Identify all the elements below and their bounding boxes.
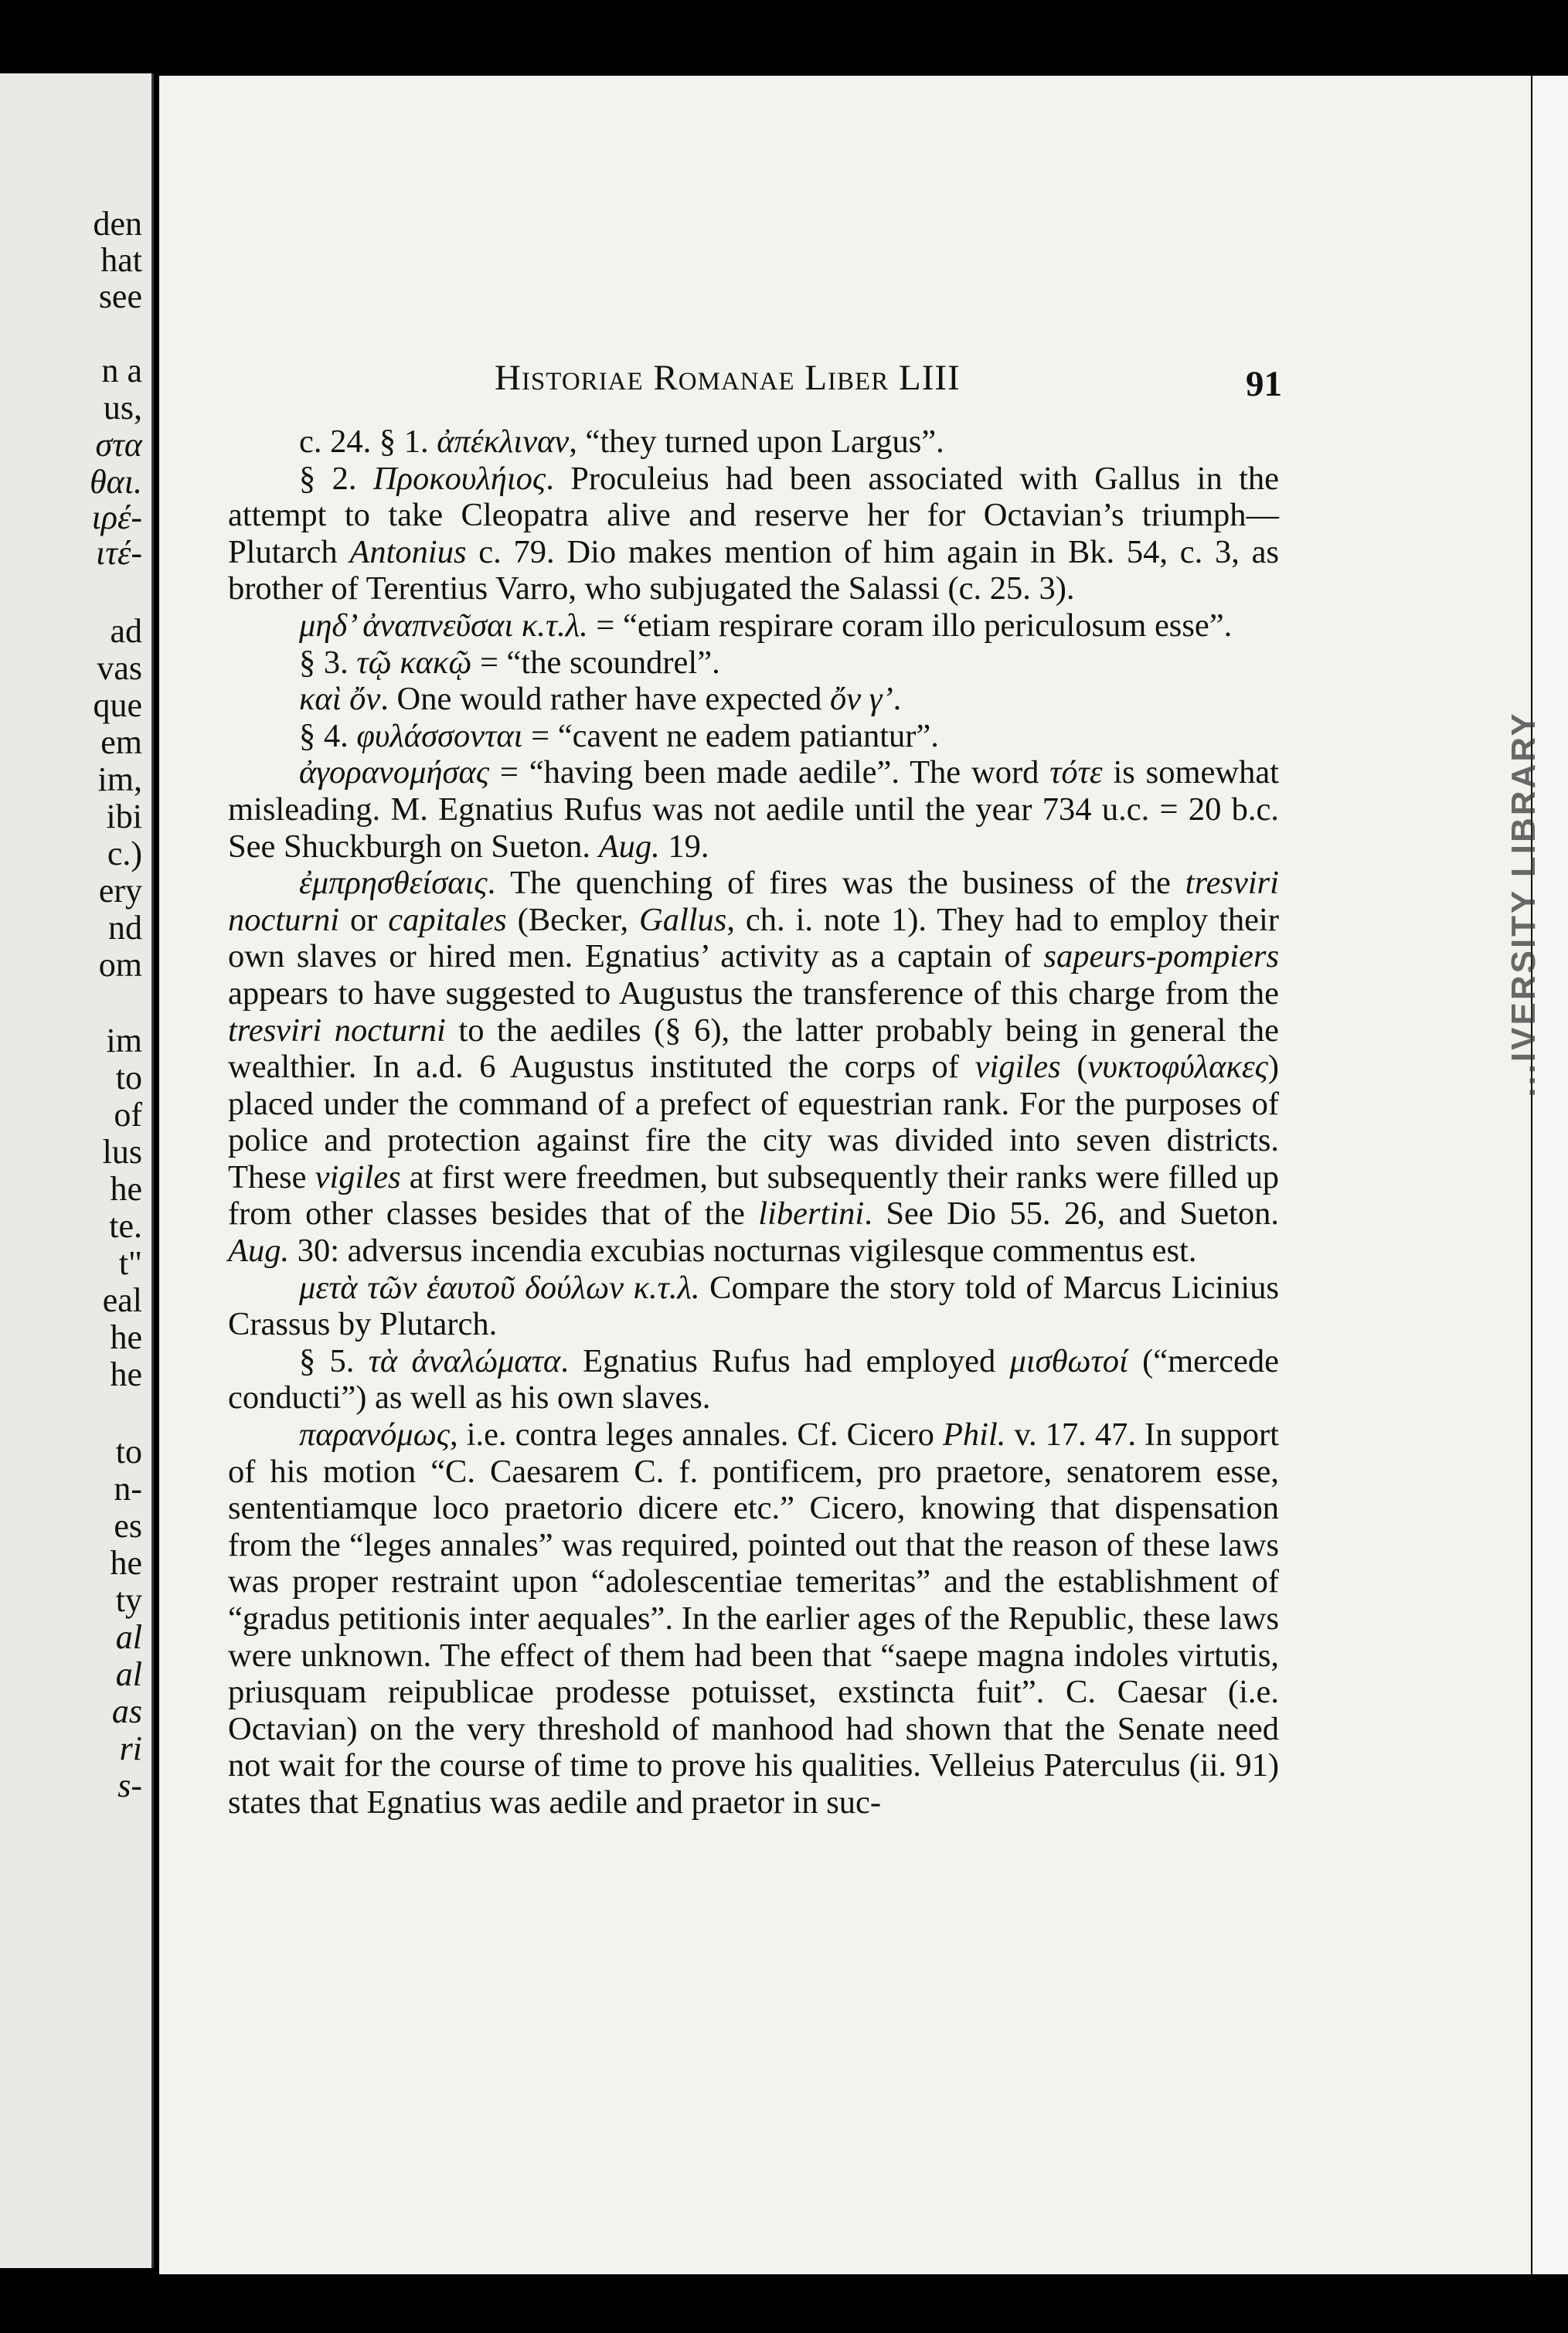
- left-page-fragment: vas: [97, 649, 142, 687]
- text-run: to the aediles (§ 6), the latter probably being in general the wealthier. In a.d. 6 Augustus instituted the corps of: [228, 1012, 1279, 1086]
- italic-term: Phil.: [942, 1416, 1006, 1454]
- text-run: § 4.: [299, 717, 357, 754]
- commentary-paragraph: [228, 681, 1279, 718]
- italic-term: sapeurs-pompiers: [1043, 938, 1279, 975]
- commentary-paragraph: [228, 461, 1279, 607]
- greek-lemma: ἀπέκλιναν: [437, 423, 570, 460]
- italic-term: tresviri nocturni: [228, 865, 1279, 938]
- left-page-fragment: t": [118, 1244, 142, 1282]
- text-run: at first were freedmen, but subsequently their ranks were filled up from other classes besides that of the: [228, 1158, 1279, 1233]
- page-number: 91: [1246, 364, 1282, 404]
- library-stamp-text: ...IVERSITY LIBRARY: [1505, 711, 1543, 1097]
- italic-term: vigiles: [974, 1049, 1061, 1086]
- greek-lemma: φυλάσσονται: [356, 717, 523, 754]
- text-run: = “etiam respirare coram illo periculosum esse”.: [587, 607, 1233, 644]
- text-run: (“mercede conducti”) as well as his own slaves.: [228, 1342, 1279, 1416]
- text-run: § 3.: [299, 644, 357, 681]
- text-run: = “cavent ne eadem patiantur”.: [522, 717, 939, 754]
- greek-lemma: νυκτοφύλακες: [1087, 1049, 1268, 1086]
- left-page-fragment: nd: [108, 909, 142, 947]
- text-run: . Proculeius had been associated with Gallus in the attempt to take Cleopatra alive and reserve her for Octavian’s triumph—Plutarch: [228, 460, 1279, 570]
- left-page-fragment: of: [114, 1096, 142, 1134]
- left-page-fragment: ri: [119, 1729, 142, 1767]
- text-run: . See Dio 55. 26, and Sueton.: [864, 1195, 1279, 1233]
- left-page-fragment: im: [106, 1022, 142, 1059]
- text-run: , ch. i. note 1). They had to employ their own slaves or hired men. Egnatius’ activity as a captain of: [228, 901, 1279, 975]
- greek-lemma: τότε: [1049, 754, 1103, 791]
- text-run: . One would rather have expected: [380, 681, 831, 718]
- commentary-paragraph: [228, 1270, 1279, 1343]
- library-stamp: [1501, 610, 1547, 1198]
- left-page-fragment: to: [115, 1433, 142, 1471]
- greek-lemma: τῷ κακῷ: [356, 644, 472, 681]
- left-page-fragment: see: [98, 277, 142, 315]
- text-run: . The quenching of fires was the business of the: [487, 865, 1185, 902]
- text-run: ) placed under the command of a prefect of equestrian rank. For the purposes of police and protection against fire the city was divided into seven districts. These: [228, 1049, 1279, 1195]
- left-page-fragment: he: [110, 1318, 142, 1356]
- left-page-fragment: im,: [97, 760, 142, 798]
- greek-lemma: μισθωτοί: [1009, 1342, 1128, 1379]
- left-page-fragment: to: [115, 1059, 142, 1097]
- commentary-paragraph: [228, 1343, 1279, 1416]
- commentary-paragraph: [228, 607, 1279, 644]
- italic-term: vigiles: [315, 1158, 401, 1195]
- text-run: (Becker,: [506, 901, 639, 938]
- previous-page-edge: [0, 73, 154, 2268]
- left-page-fragment: he: [110, 1544, 142, 1582]
- header-title: Historiae Romanae Liber: [495, 358, 889, 398]
- commentary-body: [228, 423, 1279, 1821]
- text-run: § 2.: [299, 460, 373, 497]
- italic-term: capitales: [388, 901, 507, 938]
- left-page-fragment: ery: [98, 872, 142, 910]
- text-run: 30: adversus incendia excubias nocturnas vigilesque commentus est.: [289, 1233, 1197, 1270]
- text-run: , i.e. contra leges annales. Cf. Cicero: [450, 1416, 943, 1454]
- greek-lemma: τὰ ἀναλώματα: [368, 1342, 561, 1379]
- text-run: § 5.: [299, 1342, 369, 1379]
- greek-lemma: παρανόμως: [299, 1416, 451, 1454]
- left-page-fragment: ad: [110, 612, 142, 650]
- running-header: [495, 357, 961, 399]
- left-page-fragment: em: [100, 723, 142, 761]
- text-run: (: [1060, 1049, 1088, 1086]
- left-page-fragment: he: [110, 1355, 142, 1393]
- left-page-fragment: c.): [107, 835, 142, 872]
- left-page-fragment: que: [93, 686, 142, 724]
- commentary-paragraph: [228, 718, 1279, 755]
- commentary-paragraph: [228, 644, 1279, 682]
- left-page-fragment: te.: [109, 1207, 142, 1245]
- text-run: or: [339, 901, 389, 938]
- left-page-fragment: ιρέ-: [91, 498, 142, 536]
- text-run: v. 17. 47. In support of his motion “C. Caesarem C. f. pontificem, pro praetore, senatorem esse, sententiamque loco praetorio dicere etc.” Cicero, knowing that dispensation from the “leges annales” was required, pointed out that the reason of these laws was proper restraint upon “adolescentiae temeritas” and the establishment of “gradus petitionis inter aequales”. In the earlier ages of the Republic, these laws were unknown. The effect of them had been that “saepe magna indoles virtutis, priusquam reipublicae prodesse potuisset, exstincta fuit”. C. Caesar (i.e. Octavian) on the very threshold of manhood had shown that the Senate need not wait for the course of time to prove his qualities. Velleius Paterculus (ii. 91) states that Egnatius was aedile and praetor in suc-: [228, 1416, 1279, 1821]
- left-page-fragment: us,: [103, 389, 142, 427]
- greek-lemma: μηδ’ ἀναπνεῦσαι κ.τ.λ.: [299, 607, 588, 644]
- left-page-fragment: al: [115, 1618, 142, 1656]
- left-page-fragment: θαι.: [90, 463, 142, 501]
- text-run: .: [893, 681, 902, 718]
- left-page-fragment: ιτέ-: [96, 534, 142, 572]
- greek-lemma: ὄν γ’: [830, 681, 893, 718]
- italic-term: Antonius: [349, 533, 467, 570]
- left-page-fragment: στα: [95, 426, 142, 464]
- header-book-number: LIII: [898, 358, 961, 398]
- left-page-fragment: s-: [117, 1767, 142, 1804]
- left-page-fragment: n a: [101, 352, 142, 389]
- greek-lemma: καὶ ὄν: [299, 681, 381, 718]
- text-run: is somewhat misleading. M. Egnatius Rufus was not aedile until the year 734 u.c. = 20 b.c. See Shuckburgh on Sueton.: [228, 754, 1279, 865]
- text-run: Compare the story told of Marcus Licinius Crassus by Plutarch.: [228, 1269, 1279, 1343]
- italic-term: tresviri nocturni: [228, 1012, 446, 1049]
- italic-term: Aug.: [598, 828, 660, 865]
- left-page-fragment: om: [98, 946, 142, 984]
- left-page-fragment: es: [114, 1507, 142, 1545]
- commentary-paragraph: [228, 1416, 1279, 1821]
- left-page-fragment: as: [111, 1692, 142, 1730]
- left-page-fragment: lus: [102, 1133, 142, 1171]
- commentary-paragraph: [228, 754, 1279, 865]
- text-run: = “the scoundrel”.: [471, 644, 720, 681]
- text-run: , “they turned upon Largus”.: [569, 423, 944, 460]
- text-run: c. 79. Dio makes mention of him again in Bk. 54, c. 3, as brother of Terentius Varro, who subjugated the Salassi (c. 25. 3).: [228, 533, 1279, 607]
- left-page-fragment: den: [93, 205, 142, 243]
- text-run: 19.: [659, 828, 709, 865]
- left-page-fragment: hat: [100, 241, 142, 279]
- greek-lemma: μετὰ τῶν ἑαυτοῦ δούλων κ.τ.λ.: [299, 1269, 700, 1306]
- commentary-paragraph: [228, 423, 1279, 461]
- left-page-fragment: n-: [114, 1470, 142, 1508]
- left-page-fragment: he: [110, 1170, 142, 1208]
- text-run: c. 24. § 1.: [299, 423, 437, 460]
- commentary-paragraph: [228, 865, 1279, 1270]
- left-page-fragment: ibi: [106, 798, 142, 835]
- left-page-fragment: al: [115, 1655, 142, 1693]
- left-page-fragment: ty: [115, 1581, 142, 1619]
- greek-lemma: ἐμπρησθείσαις: [299, 865, 488, 902]
- left-page-fragment: eal: [102, 1281, 142, 1319]
- text-run: . Egnatius Rufus had employed: [560, 1342, 1010, 1379]
- greek-lemma: Προκουλήιος: [372, 460, 546, 497]
- italic-term: Aug.: [228, 1233, 290, 1270]
- text-run: appears to have suggested to Augustus the transference of this charge from the: [228, 974, 1279, 1012]
- text-run: = “having been made aedile”. The word: [489, 754, 1050, 791]
- greek-lemma: ἀγορανομήσας: [299, 754, 490, 791]
- italic-term: Gallus: [639, 901, 727, 938]
- italic-term: libertini: [758, 1195, 865, 1233]
